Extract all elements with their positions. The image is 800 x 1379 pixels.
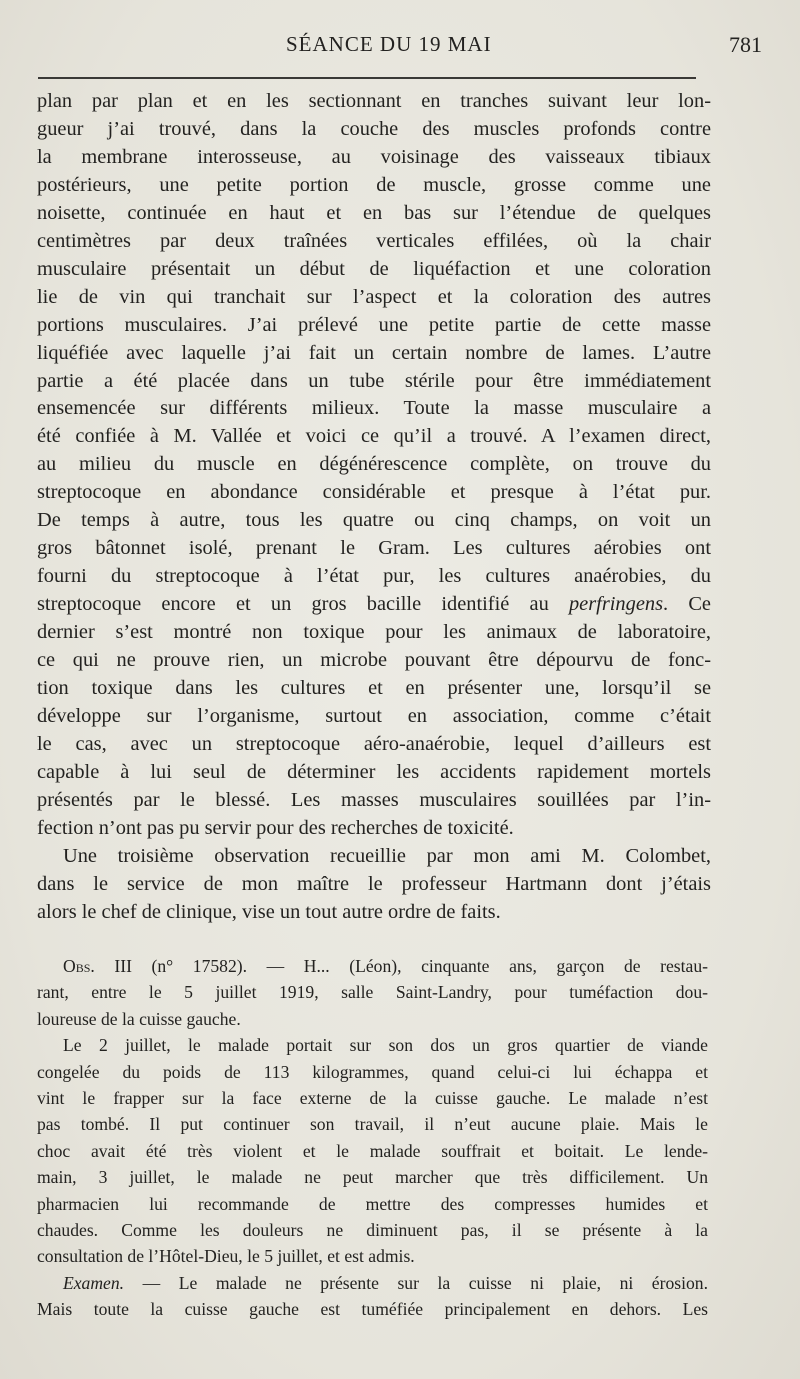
text-line: postérieurs, une petite portion de muscle, grosse comme une	[37, 173, 711, 196]
main-text	[37, 88, 711, 927]
text-line: ensemencée sur différents milieux. Toute la masse musculaire a	[37, 397, 711, 420]
text-line: streptocoque en abondance considérable et presque à l’état pur.	[37, 481, 711, 504]
text-line: musculaire présentait un début de liquéfaction et une coloration	[37, 257, 711, 280]
text-line: gueur j’ai trouvé, dans la couche des muscles profonds contre	[37, 117, 711, 140]
text-line: noisette, continuée en haut et en bas sur l’étendue de quelques	[37, 201, 711, 224]
obs-line: main, 3 juillet, le malade ne peut marcher que très difficilement. Un	[37, 1167, 708, 1188]
text-line: De temps à autre, tous les quatre ou cinq champs, on voit un	[37, 509, 711, 532]
text-line: au milieu du muscle en dégénérescence complète, on trouve du	[37, 453, 711, 476]
text-line: dans le service de mon maître le professeur Hartmann dont j’étais	[37, 872, 711, 895]
text-line: liquéfiée avec laquelle j’ai fait un certain nombre de lames. L’autre	[37, 341, 711, 364]
obs-line: Le 2 juillet, le malade portait sur son dos un gros quartier de viande	[63, 1035, 708, 1056]
text-line	[37, 591, 711, 619]
text-line: tion toxique dans les cultures et en présenter une, lorsqu’il se	[37, 677, 711, 700]
text-line: portions musculaires. J’ai prélevé une petite partie de cette masse	[37, 313, 711, 336]
page-number: 781	[729, 32, 762, 57]
text-line: alors le chef de clinique, vise un tout autre ordre de faits.	[37, 900, 501, 923]
text-segment: . Ce	[663, 593, 711, 616]
obs-line: pas tombé. Il put continuer son travail, il n’eut aucune plaie. Mais le	[37, 1114, 708, 1135]
text-line: la membrane interosseuse, au voisinage des vaisseaux tibiaux	[37, 145, 711, 168]
running-title: SÉANCE DU 19 MAI	[286, 32, 492, 56]
text-line: gros bâtonnet isolé, prenant le Gram. Les cultures aérobies ont	[37, 537, 711, 560]
obs-line	[37, 1270, 708, 1296]
header-rule	[38, 77, 696, 79]
obs-line: choc avait été très violent et le malade souffrait et boitait. Le lende-	[37, 1140, 708, 1161]
observation-block	[37, 953, 708, 1323]
text-line: fection n’ont pas pu servir pour des recherches de toxicité.	[37, 816, 514, 839]
obs-line: Mais toute la cuisse gauche est tuméfiée principalement en dehors. Les	[37, 1299, 708, 1320]
italic-term: perfringens	[568, 593, 664, 616]
obs-line	[37, 953, 708, 979]
text-segment: streptocoque encore et un gros bacille identifié au	[37, 593, 549, 616]
obs-line: congelée du poids de 113 kilogrammes, quand celui-ci lui échappa et	[37, 1061, 708, 1082]
obs-line: loureuse de la cuisse gauche.	[37, 1008, 241, 1029]
obs-label: Obs.	[63, 956, 95, 976]
obs-line: vint le frapper sur la face externe de la cuisse gauche. Le malade n’est	[37, 1088, 708, 1109]
text-line: fourni du streptocoque à l’état pur, les cultures anaérobies, du	[37, 565, 711, 588]
text-line: lie de vin qui tranchait sur l’aspect et la coloration des autres	[37, 285, 711, 308]
text-line: été confiée à M. Vallée et voici ce qu’il a trouvé. A l’examen direct,	[37, 425, 711, 448]
obs-line: chaudes. Comme les douleurs ne diminuent pas, il se présente à la	[37, 1220, 708, 1241]
text-line: dernier s’est montré non toxique pour les animaux de laboratoire,	[37, 621, 711, 644]
text-segment: — Le malade ne présente sur la cuisse ni plaie, ni érosion.	[142, 1272, 708, 1293]
obs-line: consultation de l’Hôtel-Dieu, le 5 juillet, et est admis.	[37, 1246, 415, 1267]
obs-line: pharmacien lui recommande de mettre des compresses humides et	[37, 1193, 708, 1214]
text-line: développe sur l’organisme, surtout en association, comme c’était	[37, 704, 711, 727]
obs-line: rant, entre le 5 juillet 1919, salle Saint-Landry, pour tuméfaction dou-	[37, 982, 708, 1003]
text-line: ce qui ne prouve rien, un microbe pouvant être dépourvu de fonc-	[37, 649, 711, 672]
text-line: le cas, avec un streptocoque aéro-anaérobie, lequel d’ailleurs est	[37, 732, 711, 755]
running-head	[0, 32, 800, 62]
text-line: partie a été placée dans un tube stérile pour être immédiatement	[37, 369, 711, 392]
examen-label: Examen.	[63, 1272, 125, 1293]
text-line: plan par plan et en les sectionnant en tranches suivant leur lon-	[37, 90, 711, 112]
text-line: capable à lui seul de déterminer les accidents rapidement mortels	[37, 760, 711, 783]
text-line: présentés par le blessé. Les masses musculaires souillées par l’in-	[37, 788, 711, 811]
text-segment: III (n° 17582). — H... (Léon), cinquante ans, garçon de restau-	[114, 956, 708, 976]
text-line: Une troisième observation recueillie par mon ami M. Colombet,	[63, 844, 711, 867]
text-line: centimètres par deux traînées verticales effilées, où la chair	[37, 229, 711, 252]
